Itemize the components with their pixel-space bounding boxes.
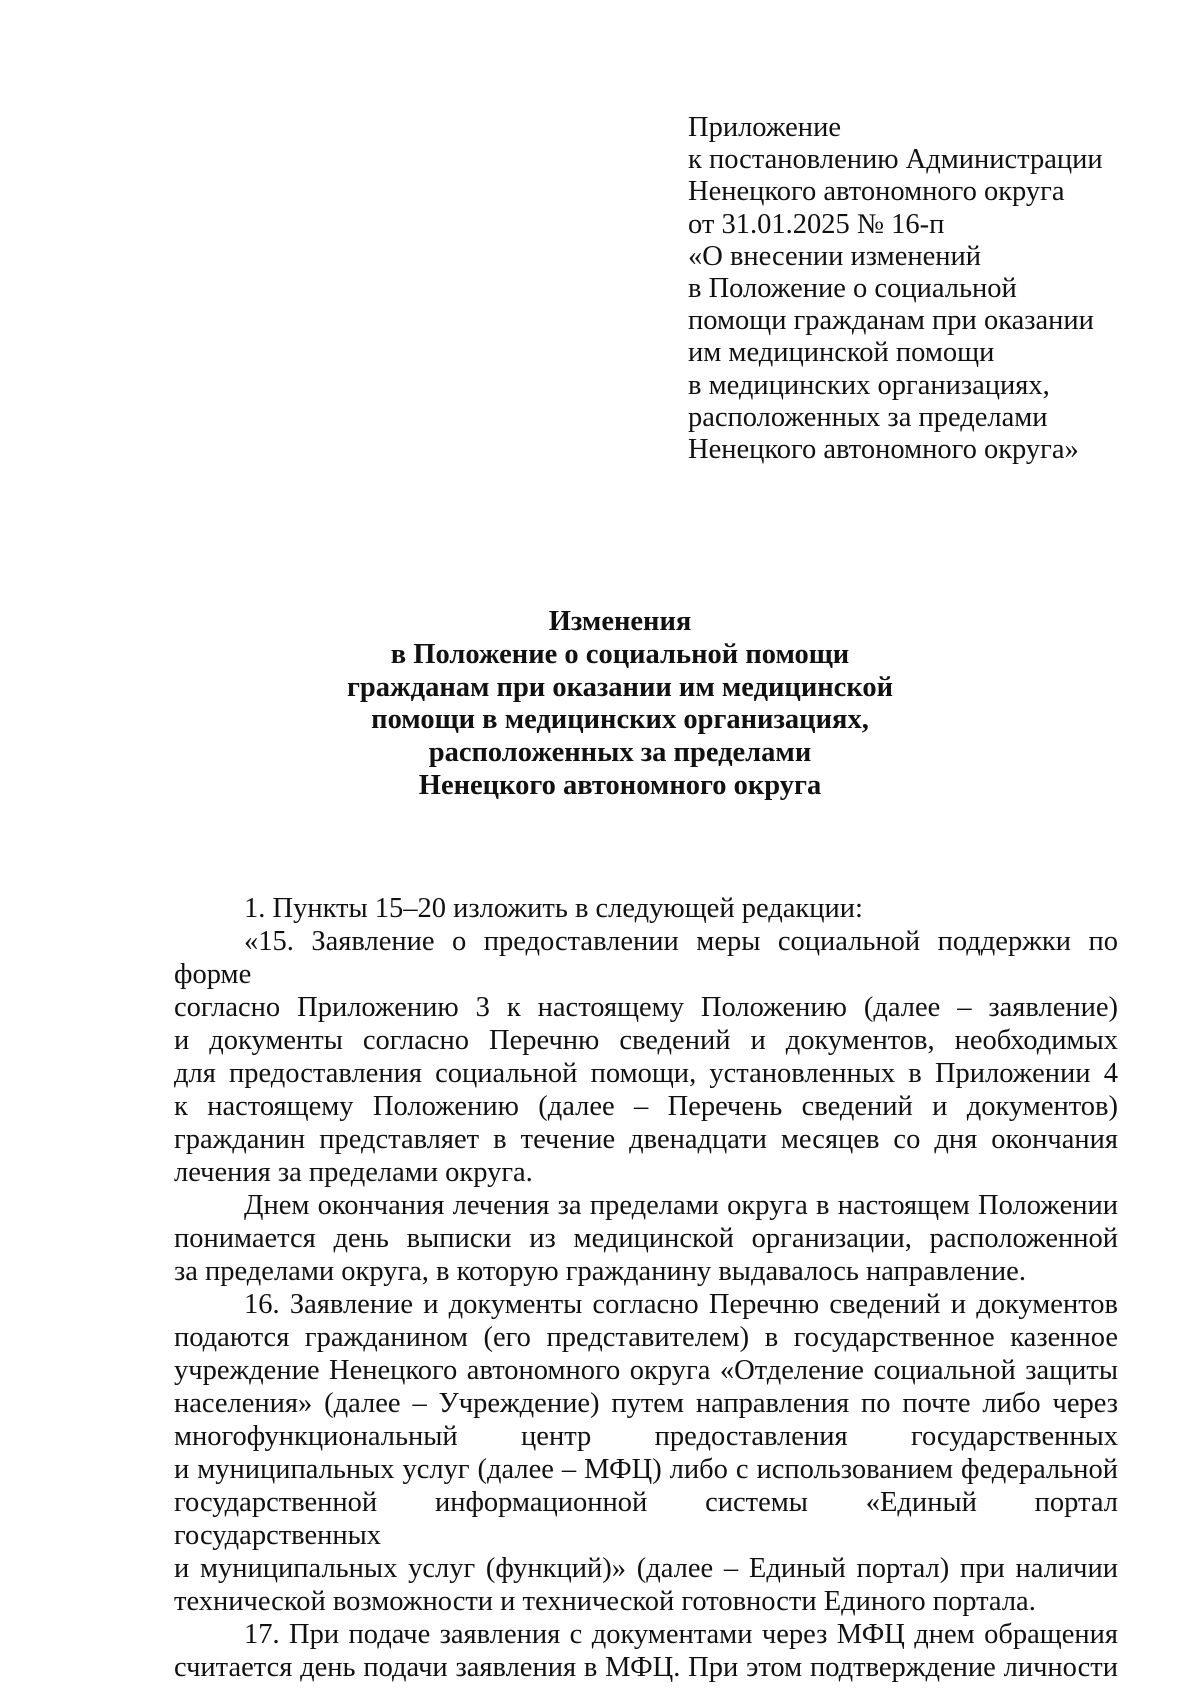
appendix-line: Ненецкого автономного округа» <box>688 434 1079 466</box>
appendix-line: расположенных за пределами <box>688 401 1048 433</box>
paragraph-line: считается день подачи заявления в МФЦ. При этом подтверждение личности <box>174 1652 1118 1683</box>
paragraph-line: лечения за пределами округа. <box>174 1157 533 1188</box>
paragraph-line: технической возможности и технической готовности Единого портала. <box>174 1586 1036 1617</box>
paragraph-1 <box>174 892 1118 925</box>
title-line: в Положение о социальной помощи <box>390 638 850 670</box>
appendix-line: в Положение о социальной <box>688 273 1017 305</box>
paragraph-line: Днем окончания лечения за пределами округа в настоящем Положении <box>244 1190 1118 1221</box>
paragraph-item-17 <box>174 1618 1118 1684</box>
paragraph-line: и муниципальных услуг (функций)» (далее – Единый портал) при наличии <box>174 1553 1118 1584</box>
title-line: гражданам при оказании им медицинской <box>346 671 894 703</box>
paragraph-line: и муниципальных услуг (далее – МФЦ) либо с использованием федеральной <box>174 1454 1118 1485</box>
appendix-line: «О внесении изменений <box>688 240 982 272</box>
paragraph-end-of-treatment <box>174 1189 1118 1288</box>
paragraph-line: учреждение Ненецкого автономного округа «Отделение социальной защиты <box>174 1355 1118 1386</box>
paragraph-line: 1. Пункты 15–20 изложить в следующей редакции: <box>244 893 863 924</box>
title-line: Изменения <box>548 606 692 637</box>
paragraph-line: подаются гражданином (его представителем) в государственное казенное <box>174 1322 1118 1353</box>
appendix-line: им медицинской помощи <box>688 337 995 369</box>
appendix-line: в медицинских организациях, <box>688 369 1050 401</box>
appendix-line: от 31.01.2025 № 16-п <box>688 208 945 240</box>
paragraph-item-15 <box>174 925 1118 1189</box>
paragraph-line: за пределами округа, в которую гражданину выдавалось направление. <box>174 1256 1026 1287</box>
paragraph-line: согласно Приложению 3 к настоящему Положению (далее – заявление) <box>174 992 1118 1023</box>
paragraph-line: государственной информационной системы «Единый портал государственных <box>174 1487 1118 1551</box>
paragraph-item-16 <box>174 1288 1118 1618</box>
paragraph-line: 16. Заявление и документы согласно Перечню сведений и документов <box>244 1289 1118 1320</box>
paragraph-line: к настоящему Положению (далее – Перечень сведений и документов) <box>174 1091 1118 1122</box>
paragraph-line: для предоставления социальной помощи, установленных в Приложении 4 <box>174 1058 1118 1089</box>
appendix-header <box>688 112 1158 466</box>
paragraph-line: 17. При подаче заявления с документами через МФЦ днем обращения <box>244 1619 1118 1650</box>
title-line: расположенных за пределами <box>428 737 812 769</box>
paragraph-line: понимается день выписки из медицинской организации, расположенной <box>174 1223 1118 1254</box>
appendix-line: Приложение <box>688 112 841 143</box>
paragraph-line: многофункциональный центр предоставления государственных <box>174 1421 1118 1452</box>
appendix-line: Ненецкого автономного округа <box>688 176 1065 208</box>
paragraph-line: и документы согласно Перечню сведений и документов, необходимых <box>174 1025 1118 1056</box>
paragraph-line: населения» (далее – Учреждение) путем направления по почте либо через <box>174 1388 1118 1419</box>
paragraph-line: гражданин представляет в течение двенадцати месяцев со дня окончания <box>174 1124 1118 1155</box>
paragraph-line: «15. Заявление о предоставлении меры социальной поддержки по форме <box>174 926 1118 990</box>
appendix-line: к постановлению Администрации <box>688 144 1103 176</box>
title-line: Ненецкого автономного округа <box>418 769 822 801</box>
document-title <box>240 606 1000 803</box>
title-line: помощи в медицинских организациях, <box>371 704 869 736</box>
document-body <box>174 892 1118 1684</box>
appendix-line: помощи гражданам при оказании <box>688 305 1094 337</box>
